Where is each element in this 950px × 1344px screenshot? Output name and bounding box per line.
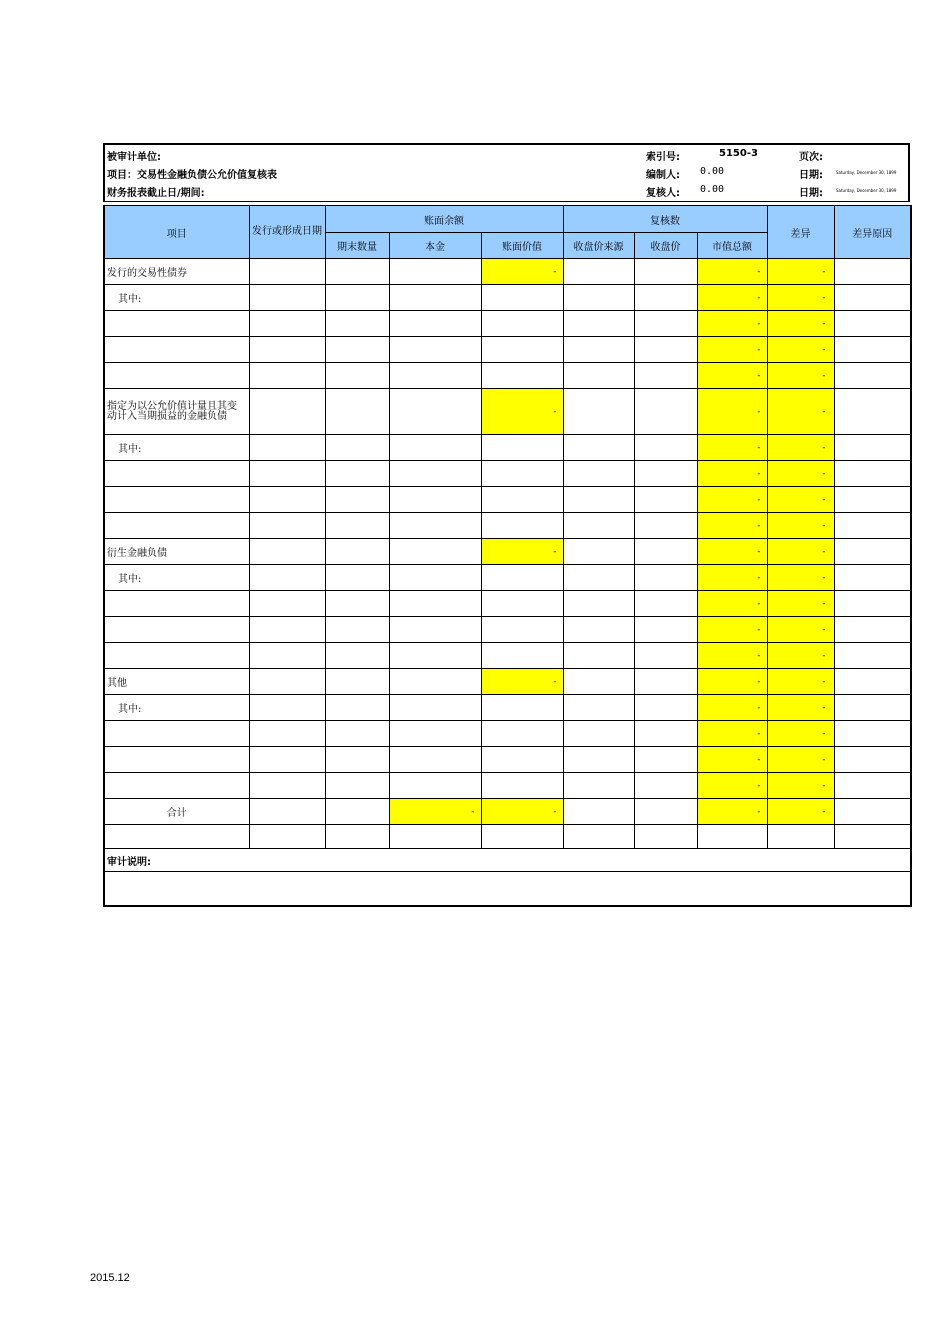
cell bbox=[481, 747, 563, 773]
empty-cell bbox=[634, 825, 697, 849]
row-label bbox=[104, 311, 249, 337]
cell bbox=[325, 591, 389, 617]
empty-cell bbox=[104, 825, 249, 849]
difference-value: - bbox=[767, 669, 834, 695]
cell bbox=[634, 435, 697, 461]
cell bbox=[325, 669, 389, 695]
row-label: 合计 bbox=[104, 799, 249, 825]
cell bbox=[389, 721, 481, 747]
row-label bbox=[104, 487, 249, 513]
cell bbox=[563, 389, 634, 435]
cell bbox=[834, 539, 911, 565]
cell bbox=[389, 643, 481, 669]
cell bbox=[634, 363, 697, 389]
cell bbox=[389, 539, 481, 565]
cell bbox=[481, 337, 563, 363]
cell bbox=[634, 747, 697, 773]
cell bbox=[389, 773, 481, 799]
table-row bbox=[104, 539, 911, 565]
cell bbox=[389, 617, 481, 643]
cell bbox=[249, 773, 325, 799]
reviewer-label: 复核人: bbox=[646, 188, 680, 199]
table-row bbox=[104, 311, 911, 337]
cell bbox=[563, 259, 634, 285]
col-close-price: 收盘价 bbox=[634, 233, 697, 259]
cell bbox=[249, 565, 325, 591]
market-total-value: - bbox=[697, 389, 767, 435]
cell bbox=[249, 799, 325, 825]
cell bbox=[389, 695, 481, 721]
difference-value: - bbox=[767, 695, 834, 721]
market-total-value: - bbox=[697, 591, 767, 617]
table-row bbox=[104, 565, 911, 591]
cell bbox=[389, 285, 481, 311]
cell bbox=[325, 617, 389, 643]
market-total-value: - bbox=[697, 539, 767, 565]
cell bbox=[563, 617, 634, 643]
cell bbox=[249, 669, 325, 695]
header-line-1 bbox=[105, 148, 908, 166]
col-issue-date: 发行或形成日期 bbox=[249, 206, 325, 259]
cell bbox=[563, 643, 634, 669]
cell bbox=[834, 799, 911, 825]
table-row bbox=[104, 669, 911, 695]
cell bbox=[249, 285, 325, 311]
cell bbox=[389, 435, 481, 461]
cell bbox=[834, 617, 911, 643]
cell bbox=[389, 337, 481, 363]
difference-value: - bbox=[767, 487, 834, 513]
date-value-2: Saturday, December 30, 1899 bbox=[836, 188, 897, 193]
difference-value: - bbox=[767, 539, 834, 565]
empty-cell bbox=[697, 825, 767, 849]
empty-cell bbox=[481, 825, 563, 849]
cell bbox=[834, 695, 911, 721]
cell bbox=[834, 259, 911, 285]
cell bbox=[325, 363, 389, 389]
row-label: 其中: bbox=[104, 435, 249, 461]
cell bbox=[389, 487, 481, 513]
cell bbox=[563, 669, 634, 695]
cell bbox=[249, 721, 325, 747]
review-sheet bbox=[103, 143, 910, 907]
book-value: - bbox=[481, 669, 563, 695]
difference-value: - bbox=[767, 513, 834, 539]
cell bbox=[325, 565, 389, 591]
table-row bbox=[104, 337, 911, 363]
empty-cell bbox=[767, 825, 834, 849]
table-row bbox=[104, 461, 911, 487]
cell bbox=[634, 799, 697, 825]
cell bbox=[563, 591, 634, 617]
difference-value: - bbox=[767, 285, 834, 311]
row-label bbox=[104, 721, 249, 747]
row-label bbox=[104, 747, 249, 773]
cell bbox=[481, 773, 563, 799]
row-label: 其中: bbox=[104, 565, 249, 591]
cell bbox=[834, 311, 911, 337]
market-total-value: - bbox=[697, 259, 767, 285]
table-row bbox=[104, 435, 911, 461]
cell bbox=[249, 461, 325, 487]
col-market-total: 市值总额 bbox=[697, 233, 767, 259]
cell bbox=[834, 513, 911, 539]
cell bbox=[563, 539, 634, 565]
cell bbox=[563, 461, 634, 487]
market-total-value: - bbox=[697, 435, 767, 461]
cell bbox=[481, 721, 563, 747]
cell bbox=[481, 363, 563, 389]
cell bbox=[834, 747, 911, 773]
cell bbox=[563, 513, 634, 539]
cell bbox=[563, 695, 634, 721]
audit-note-area bbox=[104, 872, 911, 906]
cell bbox=[563, 285, 634, 311]
market-total-value: - bbox=[697, 311, 767, 337]
table-row bbox=[104, 259, 911, 285]
cell bbox=[834, 643, 911, 669]
market-total-value: - bbox=[697, 565, 767, 591]
sheet-header bbox=[103, 143, 910, 202]
date-label-2: 日期: bbox=[799, 188, 823, 199]
table-row bbox=[104, 695, 911, 721]
cell bbox=[563, 435, 634, 461]
cell bbox=[481, 617, 563, 643]
col-difference: 差异 bbox=[767, 206, 834, 259]
cell bbox=[834, 487, 911, 513]
cell bbox=[563, 721, 634, 747]
table-row bbox=[104, 643, 911, 669]
row-label: 指定为以公允价值计量且其变动计入当期损益的金融负债 bbox=[104, 389, 249, 435]
review-table bbox=[103, 205, 912, 907]
cell bbox=[634, 617, 697, 643]
table-row bbox=[104, 591, 911, 617]
cell bbox=[389, 363, 481, 389]
difference-value: - bbox=[767, 389, 834, 435]
market-total-value: - bbox=[697, 799, 767, 825]
book-value: - bbox=[481, 539, 563, 565]
row-label bbox=[104, 591, 249, 617]
cell bbox=[834, 285, 911, 311]
cell bbox=[325, 389, 389, 435]
cell bbox=[325, 435, 389, 461]
cell bbox=[249, 617, 325, 643]
index-value: 5150-3 bbox=[719, 148, 758, 159]
cell bbox=[249, 643, 325, 669]
cell bbox=[634, 487, 697, 513]
cell bbox=[249, 591, 325, 617]
page-label: 页次: bbox=[799, 152, 823, 163]
table-row bbox=[104, 363, 911, 389]
cell bbox=[563, 337, 634, 363]
row-label bbox=[104, 617, 249, 643]
cell bbox=[325, 311, 389, 337]
col-review-count: 复核数 bbox=[563, 206, 767, 233]
cell bbox=[634, 643, 697, 669]
table-row bbox=[104, 513, 911, 539]
cell bbox=[325, 461, 389, 487]
cell bbox=[634, 461, 697, 487]
cell bbox=[563, 311, 634, 337]
row-label bbox=[104, 643, 249, 669]
cell bbox=[325, 539, 389, 565]
market-total-value: - bbox=[697, 617, 767, 643]
row-label: 发行的交易性债券 bbox=[104, 259, 249, 285]
cell bbox=[389, 513, 481, 539]
market-total-value: - bbox=[697, 747, 767, 773]
market-total-value: - bbox=[697, 487, 767, 513]
difference-value: - bbox=[767, 259, 834, 285]
table-row bbox=[104, 389, 911, 435]
market-total-value: - bbox=[697, 513, 767, 539]
col-principal: 本金 bbox=[389, 233, 481, 259]
cell bbox=[834, 591, 911, 617]
cell bbox=[634, 695, 697, 721]
cell bbox=[634, 539, 697, 565]
audit-note-label: 审计说明: bbox=[104, 849, 911, 872]
difference-value: - bbox=[767, 747, 834, 773]
project-label: 项目：交易性金融负债公允价值复核表 bbox=[107, 170, 277, 181]
cell bbox=[634, 389, 697, 435]
market-total-value: - bbox=[697, 773, 767, 799]
cell bbox=[834, 363, 911, 389]
cell bbox=[389, 747, 481, 773]
market-total-value: - bbox=[697, 643, 767, 669]
cell bbox=[249, 435, 325, 461]
table-row bbox=[104, 799, 911, 825]
difference-value: - bbox=[767, 311, 834, 337]
row-label bbox=[104, 513, 249, 539]
principal-value: - bbox=[389, 799, 481, 825]
cell bbox=[249, 389, 325, 435]
market-total-value: - bbox=[697, 285, 767, 311]
cell bbox=[389, 461, 481, 487]
cell bbox=[325, 259, 389, 285]
header-line-3 bbox=[105, 184, 908, 202]
reviewer-value: 0.00 bbox=[700, 184, 725, 195]
table-row bbox=[104, 487, 911, 513]
footer-version: 2015.12 bbox=[90, 1272, 130, 1284]
col-item: 项目 bbox=[104, 206, 249, 259]
cell bbox=[634, 721, 697, 747]
cell bbox=[481, 285, 563, 311]
row-label bbox=[104, 337, 249, 363]
empty-cell bbox=[325, 825, 389, 849]
cell bbox=[249, 363, 325, 389]
difference-value: - bbox=[767, 617, 834, 643]
market-total-value: - bbox=[697, 461, 767, 487]
cell bbox=[563, 799, 634, 825]
cell bbox=[325, 799, 389, 825]
cell bbox=[481, 513, 563, 539]
book-value: - bbox=[481, 389, 563, 435]
cell bbox=[389, 669, 481, 695]
header-line-2 bbox=[105, 166, 908, 184]
period-label: 财务报表截止日/期间: bbox=[107, 188, 205, 199]
cell bbox=[249, 513, 325, 539]
difference-value: - bbox=[767, 337, 834, 363]
col-end-quantity: 期末数量 bbox=[325, 233, 389, 259]
cell bbox=[389, 259, 481, 285]
table-row bbox=[104, 285, 911, 311]
table-row bbox=[104, 747, 911, 773]
cell bbox=[634, 259, 697, 285]
difference-value: - bbox=[767, 565, 834, 591]
cell bbox=[389, 591, 481, 617]
difference-value: - bbox=[767, 435, 834, 461]
cell bbox=[563, 747, 634, 773]
row-label: 其中: bbox=[104, 695, 249, 721]
cell bbox=[325, 747, 389, 773]
empty-cell bbox=[563, 825, 634, 849]
col-close-price-source: 收盘价来源 bbox=[563, 233, 634, 259]
cell bbox=[834, 461, 911, 487]
cell bbox=[834, 773, 911, 799]
cell bbox=[389, 311, 481, 337]
cell bbox=[389, 565, 481, 591]
cell bbox=[634, 285, 697, 311]
table-row bbox=[104, 721, 911, 747]
cell bbox=[634, 591, 697, 617]
market-total-value: - bbox=[697, 363, 767, 389]
cell bbox=[563, 773, 634, 799]
cell bbox=[325, 721, 389, 747]
row-label bbox=[104, 461, 249, 487]
market-total-value: - bbox=[697, 695, 767, 721]
cell bbox=[834, 435, 911, 461]
cell bbox=[563, 487, 634, 513]
cell bbox=[325, 513, 389, 539]
cell bbox=[563, 565, 634, 591]
cell bbox=[249, 311, 325, 337]
empty-cell bbox=[834, 825, 911, 849]
cell bbox=[834, 565, 911, 591]
cell bbox=[481, 565, 563, 591]
empty-cell bbox=[249, 825, 325, 849]
cell bbox=[325, 337, 389, 363]
cell bbox=[249, 747, 325, 773]
cell bbox=[481, 643, 563, 669]
cell bbox=[481, 695, 563, 721]
market-total-value: - bbox=[697, 721, 767, 747]
preparer-label: 编制人: bbox=[646, 170, 680, 181]
cell bbox=[325, 695, 389, 721]
cell bbox=[834, 337, 911, 363]
empty-cell bbox=[389, 825, 481, 849]
row-label bbox=[104, 363, 249, 389]
cell bbox=[634, 565, 697, 591]
cell bbox=[325, 285, 389, 311]
book-value: - bbox=[481, 799, 563, 825]
cell bbox=[834, 669, 911, 695]
cell bbox=[563, 363, 634, 389]
difference-value: - bbox=[767, 643, 834, 669]
difference-value: - bbox=[767, 799, 834, 825]
table-row bbox=[104, 617, 911, 643]
difference-value: - bbox=[767, 591, 834, 617]
cell bbox=[389, 389, 481, 435]
market-total-value: - bbox=[697, 337, 767, 363]
difference-value: - bbox=[767, 721, 834, 747]
cell bbox=[834, 389, 911, 435]
row-label: 其中: bbox=[104, 285, 249, 311]
col-book-value: 账面价值 bbox=[481, 233, 563, 259]
cell bbox=[634, 513, 697, 539]
cell bbox=[634, 311, 697, 337]
cell bbox=[481, 435, 563, 461]
table-row bbox=[104, 773, 911, 799]
cell bbox=[481, 311, 563, 337]
cell bbox=[249, 337, 325, 363]
col-difference-reason: 差异原因 bbox=[834, 206, 911, 259]
cell bbox=[834, 721, 911, 747]
date-label-1: 日期: bbox=[799, 170, 823, 181]
preparer-value: 0.00 bbox=[700, 166, 725, 177]
row-label: 衍生金融负债 bbox=[104, 539, 249, 565]
row-label bbox=[104, 773, 249, 799]
col-book-balance: 账面余额 bbox=[325, 206, 563, 233]
cell bbox=[481, 487, 563, 513]
auditee-label: 被审计单位: bbox=[107, 152, 161, 163]
cell bbox=[249, 487, 325, 513]
cell bbox=[325, 487, 389, 513]
cell bbox=[249, 259, 325, 285]
cell bbox=[481, 591, 563, 617]
cell bbox=[249, 539, 325, 565]
date-value-1: Saturday, December 30, 1899 bbox=[836, 170, 897, 175]
cell bbox=[634, 773, 697, 799]
cell bbox=[481, 461, 563, 487]
table-body bbox=[104, 259, 911, 825]
difference-value: - bbox=[767, 773, 834, 799]
index-label: 索引号: bbox=[646, 152, 680, 163]
book-value: - bbox=[481, 259, 563, 285]
cell bbox=[325, 643, 389, 669]
difference-value: - bbox=[767, 461, 834, 487]
cell bbox=[634, 337, 697, 363]
cell bbox=[249, 695, 325, 721]
row-label: 其他 bbox=[104, 669, 249, 695]
cell bbox=[634, 669, 697, 695]
cell bbox=[325, 773, 389, 799]
market-total-value: - bbox=[697, 669, 767, 695]
difference-value: - bbox=[767, 363, 834, 389]
